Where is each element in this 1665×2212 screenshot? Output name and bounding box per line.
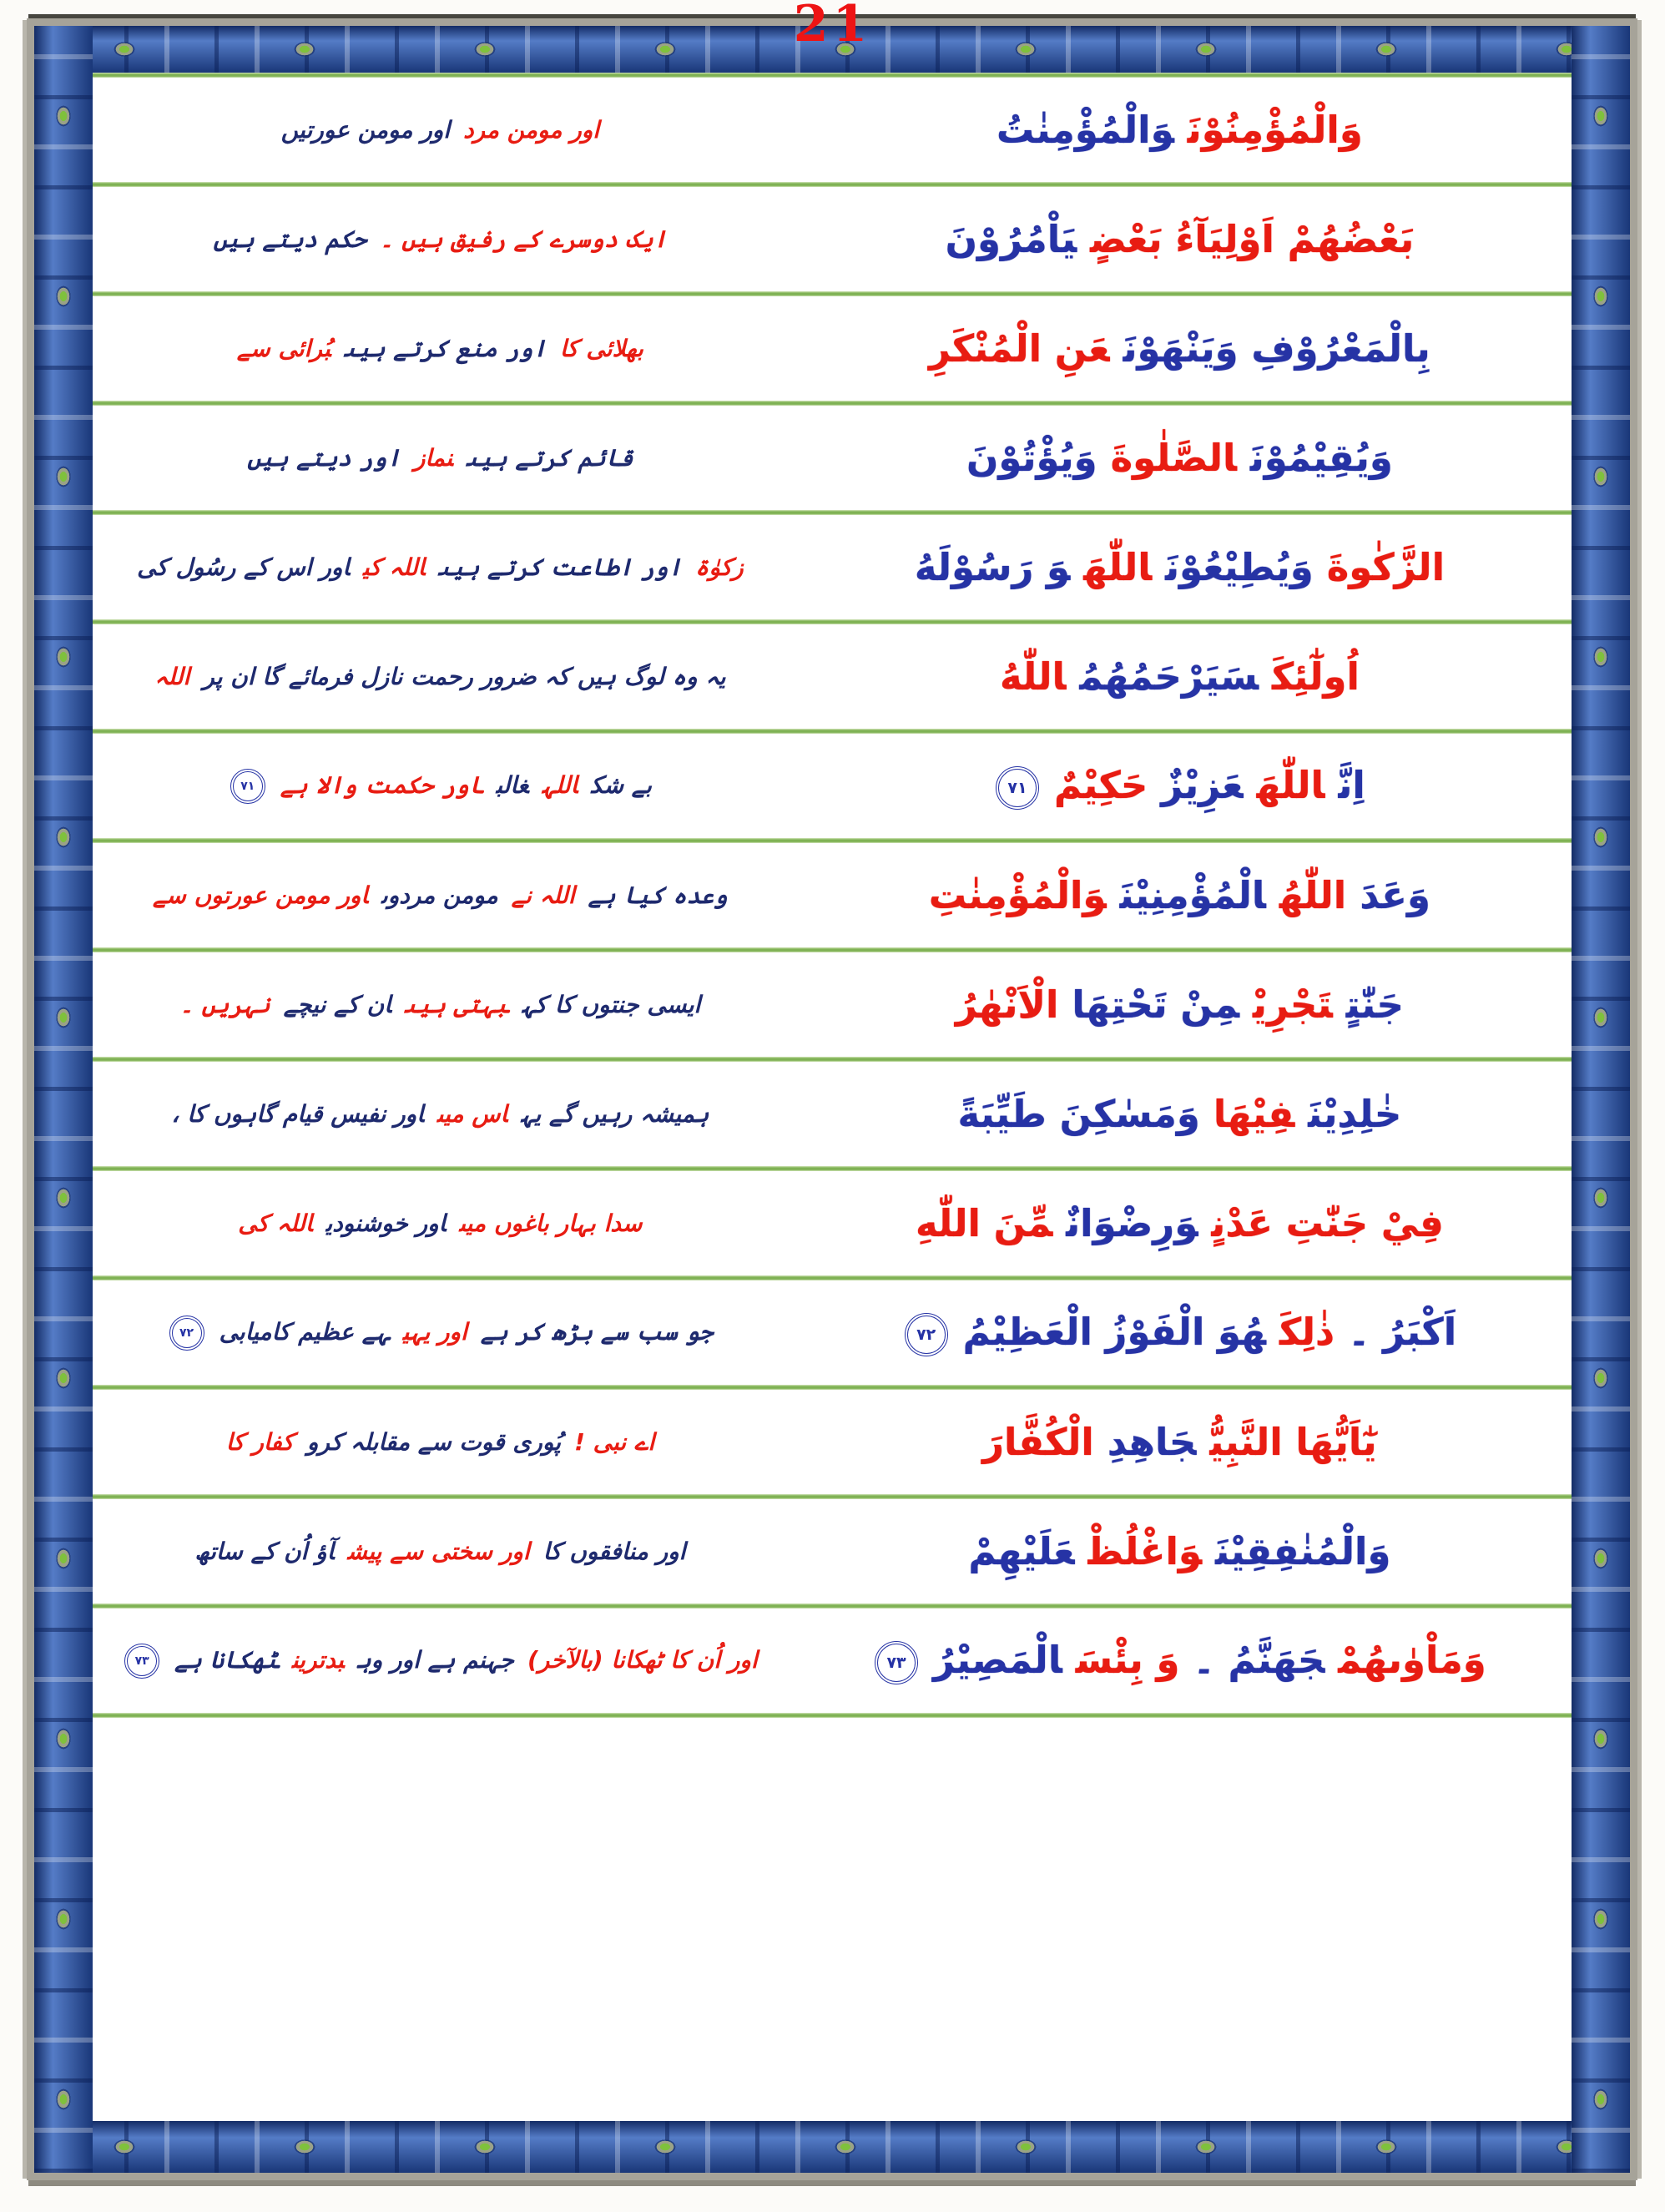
- text-segment: بَعْضُهُمْ اَوْلِيَآءُ بَعْضٍ: [1090, 217, 1415, 261]
- text-segment: اللہ کی: [238, 1210, 313, 1237]
- arabic-text: [788, 982, 1572, 1027]
- text-segment: آؤ اُن کے ساتھ: [194, 1538, 335, 1565]
- text-segment: بدترین: [291, 1645, 345, 1674]
- text-segment: نماز: [413, 444, 453, 472]
- text-segment: هُوَ الْفَوْزُ الْعَظِيْمُ: [962, 1309, 1266, 1354]
- text-segment: وَمَاْوٰىهُمْ: [1338, 1637, 1486, 1682]
- text-segment: وَاغْلُظْ: [1087, 1529, 1203, 1573]
- text-segment: اور یہی: [402, 1317, 467, 1346]
- text-segment: الْكُفَّارَ: [982, 1420, 1094, 1464]
- arabic-text: [788, 1201, 1572, 1245]
- urdu-translation: [93, 1538, 788, 1565]
- text-segment: بے شک: [591, 770, 652, 799]
- verse-number-badge: ۷۳: [124, 1644, 159, 1679]
- urdu-translation: [93, 1644, 788, 1679]
- text-segment: ہے عظیم کامیابی: [219, 1317, 390, 1346]
- verse-number-badge: ۷۲: [169, 1316, 204, 1351]
- text-segment: عَزِيْزٌ: [1161, 762, 1244, 807]
- text-segment: الْمَصِيْرُ: [933, 1637, 1062, 1682]
- text-segment: وَعَدَ: [1360, 873, 1430, 917]
- text-segment: يٰٓاَيُّهَا النَّبِيُّ: [1209, 1420, 1377, 1464]
- ayah-row: [93, 843, 1572, 947]
- text-segment: جَنّٰتٍ: [1345, 982, 1404, 1027]
- text-segment: اللہ: [542, 770, 578, 799]
- border-left-ornament: [34, 26, 93, 2173]
- arabic-text: [788, 1638, 1572, 1684]
- urdu-translation: [93, 769, 788, 804]
- urdu-translation: [93, 335, 788, 362]
- text-segment: ایسی جنتوں کا کہ: [522, 991, 701, 1018]
- text-segment: ذٰلِكَ: [1279, 1309, 1335, 1354]
- text-segment: جو سب سے بڑھ کر ہے: [480, 1317, 714, 1346]
- text-segment: اللّٰهَ: [1256, 762, 1325, 807]
- arabic-text: [788, 873, 1572, 917]
- text-segment: وَمَسٰكِنَ طَيِّبَةً: [957, 1092, 1200, 1136]
- urdu-translation: [93, 444, 788, 472]
- ayah-row: [93, 624, 1572, 729]
- text-segment: اور دیتے ہیں: [247, 444, 401, 472]
- verse-number-badge: ۷۳: [875, 1641, 918, 1684]
- urdu-translation: [93, 1100, 788, 1128]
- verse-rows: [93, 73, 1572, 1718]
- text-segment: وَيُقِيْمُوْنَ: [1249, 436, 1393, 480]
- text-segment: اور مومن مرد: [463, 116, 600, 144]
- ayah-row: [93, 952, 1572, 1057]
- arabic-text: [788, 108, 1572, 152]
- green-separator-line: [93, 1713, 1572, 1718]
- urdu-translation: [93, 225, 788, 253]
- text-segment: ایک دوسرے کے رفیق ہیں ۔: [380, 225, 668, 253]
- text-segment: عَلَيْهِمْ: [968, 1529, 1075, 1573]
- text-segment: اللّٰهَ: [1083, 545, 1153, 589]
- text-segment: بہتی ہیں: [404, 991, 509, 1018]
- text-segment: الْمُؤْمِنِيْنَ: [1119, 873, 1266, 917]
- text-segment: اللہ کی: [362, 553, 426, 581]
- text-segment: وَيُطِيْعُوْنَ: [1165, 545, 1314, 589]
- text-segment: حکم دیتے ہیں: [213, 225, 367, 253]
- text-segment: اور اس کے رسُول کی: [137, 553, 350, 581]
- text-segment: اور مومن عورتوں سے: [152, 881, 368, 909]
- text-segment: ہمیشہ رہیں گے یہ: [521, 1100, 709, 1128]
- urdu-translation: [93, 991, 788, 1018]
- text-segment: ان کے نیچے: [283, 991, 391, 1018]
- urdu-translation: [93, 1428, 788, 1456]
- arabic-text: [788, 545, 1572, 589]
- text-segment: الزَّكٰوةَ: [1326, 545, 1445, 589]
- text-segment: عَنِ الْمُنْكَرِ: [929, 326, 1110, 371]
- text-segment: اللہ نے: [511, 881, 575, 909]
- text-segment: یہ وہ لوگ ہیں کہ ضرور رحمت نازل فرمائے گا ان پر: [203, 663, 726, 690]
- text-segment: مِنْ تَحْتِهَا: [1072, 982, 1240, 1027]
- text-segment: وَالْمُؤْمِنٰتُ: [996, 108, 1174, 152]
- text-segment: اور اطاعت کرتے ہیں: [438, 553, 682, 581]
- ayah-row: [93, 1280, 1572, 1385]
- text-segment: اور سختی سے پیش: [347, 1538, 530, 1565]
- ayah-row: [93, 515, 1572, 619]
- text-segment: جَهَنَّمُ ۔: [1193, 1637, 1325, 1682]
- text-segment: ٹھکانا ہے: [174, 1645, 279, 1674]
- verse-number-badge: ۷۱: [230, 769, 265, 804]
- ayah-row: [93, 1171, 1572, 1275]
- text-segment: اور مومن عورتیں: [280, 116, 451, 144]
- arabic-text: [788, 1310, 1572, 1356]
- verse-number-badge: ۷۱: [996, 766, 1039, 810]
- arabic-text: [788, 1420, 1572, 1464]
- text-segment: وَالْمُنٰفِقِيْنَ: [1215, 1529, 1391, 1573]
- text-segment: پُوری قوت سے مقابلہ کرو: [306, 1428, 562, 1456]
- text-segment: وَ بِئْسَ: [1075, 1637, 1180, 1682]
- text-segment: اور منافقوں کا: [542, 1538, 686, 1565]
- text-segment: اس میں: [436, 1100, 508, 1128]
- text-segment: خٰلِدِيْنَ: [1308, 1092, 1402, 1136]
- text-segment: اللّٰهُ: [1279, 873, 1347, 917]
- text-segment: مِّنَ اللّٰهِ: [915, 1201, 1053, 1245]
- verse-number-badge: ۷۲: [905, 1313, 948, 1356]
- text-segment: بِالْمَعْرُوْفِ وَيَنْهَوْنَ: [1123, 326, 1430, 371]
- ayah-row: [93, 1608, 1572, 1713]
- text-segment: اور منع کرتے ہیں: [344, 335, 547, 362]
- text-segment: سَيَرْحَمُهُمُ: [1079, 654, 1259, 699]
- urdu-translation: [93, 1210, 788, 1237]
- ayah-row: [93, 1390, 1572, 1494]
- text-segment: سدا بہار باغوں میں: [459, 1210, 643, 1237]
- text-segment: وَالْمُؤْمِنٰتِ: [928, 873, 1107, 917]
- text-segment: الْاَنْهٰرُ: [955, 982, 1059, 1027]
- text-segment: اور اُن کا ٹھکانا (بالآخر): [527, 1645, 758, 1674]
- text-segment: جَاهِدِ: [1107, 1420, 1197, 1464]
- text-segment: زکوٰۃ: [694, 553, 744, 581]
- text-segment: وَالْمُؤْمِنُوْنَ: [1187, 108, 1363, 152]
- urdu-translation: [93, 553, 788, 581]
- text-segment: فِيْ جَنّٰتِ عَدْنٍ: [1211, 1201, 1444, 1245]
- urdu-translation: [93, 1316, 788, 1351]
- text-segment: قائم کرتے ہیں: [466, 444, 633, 472]
- text-segment: بھلائی کا: [559, 335, 643, 362]
- urdu-translation: [93, 881, 788, 909]
- text-segment: مومن مردوں: [381, 881, 498, 909]
- text-segment: بُرائی سے: [236, 335, 331, 362]
- border-right-ornament: [1572, 26, 1630, 2173]
- arabic-text: [788, 217, 1572, 261]
- text-segment: کفار کا: [225, 1428, 294, 1456]
- arabic-text: [788, 326, 1572, 371]
- page-number: 21: [793, 0, 872, 53]
- arabic-text: [788, 654, 1572, 699]
- arabic-text: [788, 1092, 1572, 1136]
- text-segment: اور خوشنودی: [325, 1210, 447, 1237]
- text-segment: وَرِضْوَانٌ: [1066, 1201, 1198, 1245]
- ayah-row: [93, 187, 1572, 291]
- text-segment: اے نبی !: [574, 1428, 655, 1456]
- text-segment: وعدہ کیا ہے: [588, 881, 728, 909]
- ayah-row: [93, 1499, 1572, 1603]
- text-segment: الصَّلٰوةَ: [1110, 436, 1237, 480]
- text-segment: نہریں ۔: [179, 991, 270, 1018]
- text-segment: اللّٰهُ: [999, 654, 1067, 699]
- text-segment: اِنَّ: [1338, 762, 1365, 807]
- text-segment: اَكْبَرُ ۔: [1348, 1309, 1457, 1354]
- page-content-area: [93, 73, 1572, 2121]
- arabic-text: [788, 436, 1572, 480]
- ayah-row: [93, 406, 1572, 510]
- text-segment: اللہ: [154, 663, 190, 690]
- arabic-text: [788, 763, 1572, 810]
- text-segment: اور حکمت والا ہے: [280, 770, 483, 799]
- text-segment: اور نفیس قیام گاہوں کا ،: [171, 1100, 424, 1128]
- text-segment: يَاْمُرُوْنَ: [945, 217, 1077, 261]
- border-bottom-ornament: [34, 2121, 1630, 2173]
- ayah-row: [93, 1062, 1572, 1166]
- urdu-translation: [93, 116, 788, 144]
- ayah-row: [93, 296, 1572, 401]
- text-segment: اُولٰٓئِكَ: [1272, 654, 1360, 699]
- text-segment: غالب: [496, 770, 529, 799]
- text-segment: جہنم ہے اور وہ: [357, 1645, 514, 1674]
- text-segment: وَيُؤْتُوْنَ: [966, 436, 1097, 480]
- text-segment: تَجْرِيْ: [1253, 982, 1333, 1027]
- text-segment: فِيْهَا: [1213, 1092, 1295, 1136]
- urdu-translation: [93, 663, 788, 690]
- arabic-text: [788, 1529, 1572, 1573]
- decorative-border-frame: [27, 18, 1637, 2180]
- ayah-row: [93, 78, 1572, 182]
- ayah-row: [93, 734, 1572, 838]
- text-segment: حَكِيْمٌ: [1054, 762, 1148, 807]
- text-segment: وَ رَسُوْلَهُ: [914, 545, 1071, 589]
